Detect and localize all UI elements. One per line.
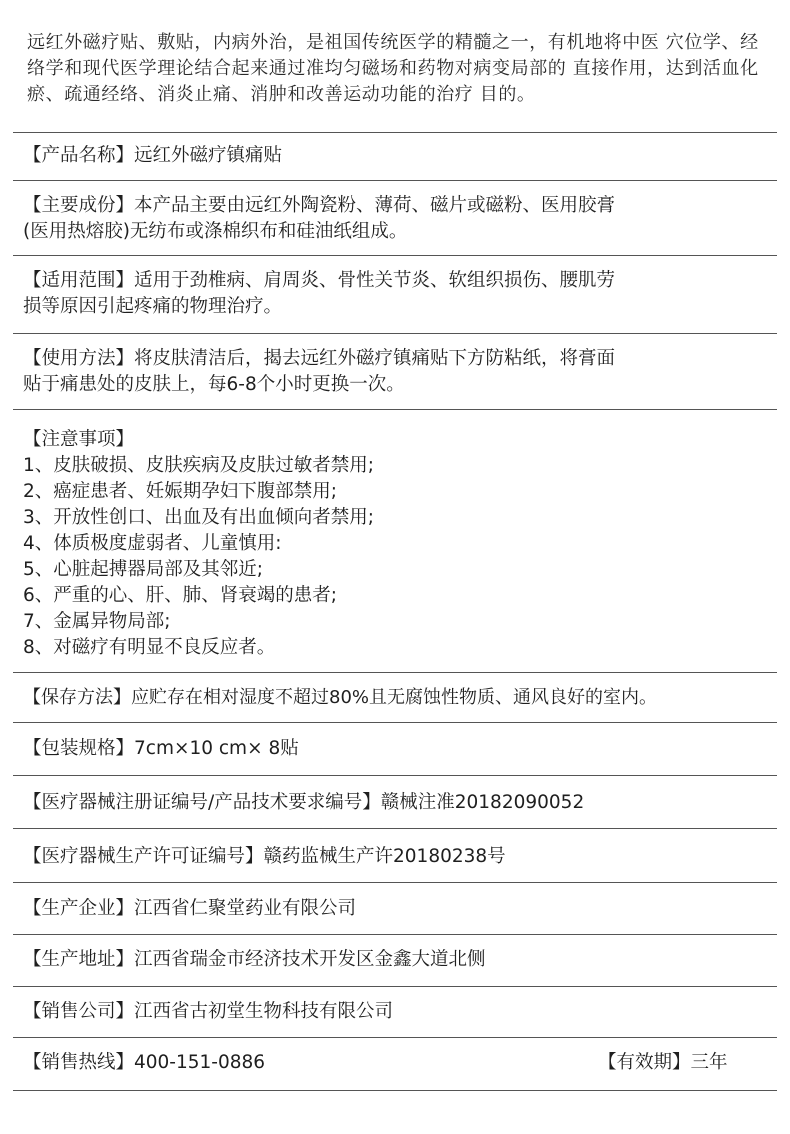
divider [13, 180, 777, 181]
intro-line: 目的。 [479, 84, 536, 105]
sales-company-text: 【销售公司】江西省古初堂生物科技有限公司 [23, 1001, 394, 1022]
registration-text: 【医疗器械注册证编号/产品技术要求编号】赣械注准20182090052 [23, 792, 585, 813]
divider [13, 722, 777, 723]
package-text: 【包装规格】7cm×10 cm× 8贴 [23, 738, 299, 759]
precautions-heading: 【注意事项】 [23, 429, 135, 450]
production-license-text: 【医疗器械生产许可证编号】赣药监械生产许20180238号 [23, 846, 506, 867]
divider [13, 934, 777, 935]
product-name-section [23, 143, 783, 169]
ingredients-line: 【主要成份】本产品主要由远红外陶瓷粉、薄荷、磁片或磁粉、医用胶膏 [23, 195, 616, 216]
scope-line: 【适用范围】适用于劲椎病、肩周炎、骨性关节炎、软组织损伤、腰肌劳 [23, 270, 616, 291]
usage-line: 贴于痛患处的皮肤上，每6-8个小时更换一次。 [23, 374, 405, 395]
intro-paragraph [27, 30, 772, 108]
manufacturer-section [23, 896, 783, 922]
package-section [23, 736, 783, 762]
precaution-item: 2、癌症患者、妊娠期孕妇下腹部禁用; [23, 481, 338, 502]
divider [13, 828, 777, 829]
ingredients-section [23, 193, 783, 245]
precaution-item: 1、皮肤破损、皮肤疾病及皮肤过敏者禁用; [23, 455, 375, 476]
divider [13, 255, 777, 256]
intro-line: 直接作用，达到活血化瘀、疏通经络、消炎止痛、消肿和改善运动功能的治疗 [27, 58, 759, 105]
address-section [23, 947, 783, 973]
divider [13, 986, 777, 987]
validity-text: 【有效期】三年 [598, 1052, 728, 1073]
divider [13, 132, 777, 133]
divider [13, 333, 777, 334]
precautions-section [23, 427, 783, 661]
usage-section [23, 346, 783, 398]
product-name-text: 【产品名称】远红外磁疗镇痛贴 [23, 145, 283, 166]
precaution-item: 8、对磁疗有明显不良反应者。 [23, 637, 276, 658]
divider [13, 882, 777, 883]
divider [13, 1037, 777, 1038]
hotline-text: 【销售热线】400-151-0886 [23, 1052, 266, 1073]
usage-line: 【使用方法】将皮肤清洁后，揭去远红外磁疗镇痛贴下方防粘纸，将膏面 [23, 348, 616, 369]
ingredients-line: (医用热熔胶)无纺布或涤棉织布和硅油纸组成。 [23, 221, 408, 242]
production-license-section [23, 844, 783, 870]
precaution-item: 4、体质极度虚弱者、儿童慎用: [23, 533, 282, 554]
precaution-item: 3、开放性创口、出血及有出血倾向者禁用; [23, 507, 375, 528]
address-text: 【生产地址】江西省瑞金市经济技术开发区金鑫大道北侧 [23, 949, 486, 970]
intro-line: 远红外磁疗贴、敷贴，内病外治，是祖国传统医学的精髓之一，有机地将中医 [27, 32, 660, 53]
storage-text: 【保存方法】应贮存在相对湿度不超过80%且无腐蚀性物质、通风良好的室内。 [23, 687, 658, 708]
intro-line: 穴位学、经络学和现代医学理论结合起来通过准均匀磁场和药物对病变局部的 [27, 32, 759, 79]
storage-section [23, 685, 783, 711]
manufacturer-text: 【生产企业】江西省仁聚堂药业有限公司 [23, 898, 357, 919]
scope-section [23, 268, 783, 320]
precaution-item: 5、心脏起搏器局部及其邻近; [23, 559, 264, 580]
registration-section [23, 790, 783, 816]
divider [13, 775, 777, 776]
divider [13, 409, 777, 410]
precaution-item: 7、金属异物局部; [23, 611, 171, 632]
precaution-item: 6、严重的心、肝、肺、肾衰竭的患者; [23, 585, 338, 606]
scope-line: 损等原因引起疼痛的物理治疗。 [23, 296, 283, 317]
divider [13, 1090, 777, 1091]
divider [13, 672, 777, 673]
sales-company-section [23, 999, 783, 1025]
